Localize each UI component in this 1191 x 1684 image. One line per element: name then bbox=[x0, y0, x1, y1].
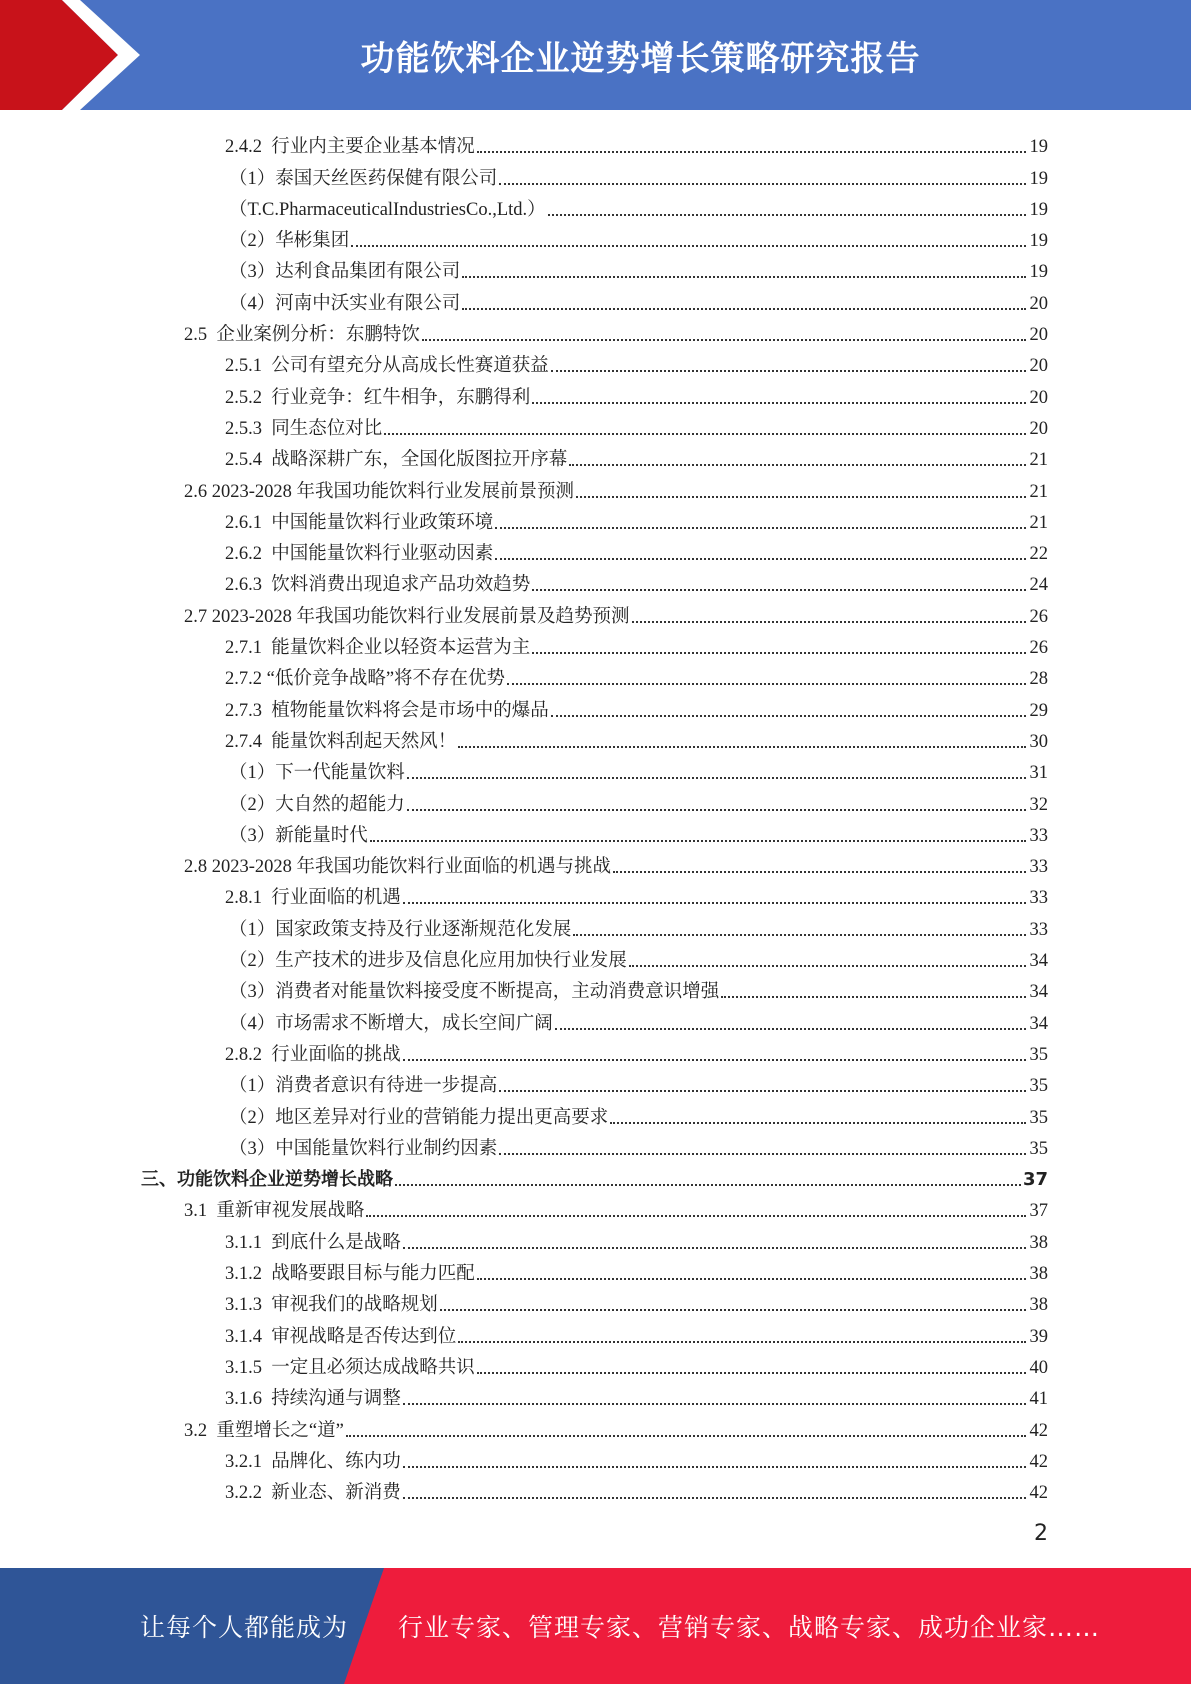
toc-dot-leader bbox=[495, 558, 1026, 560]
footer-slogan-left: 让每个人都能成为 bbox=[140, 1613, 349, 1642]
toc-entry-page: 30 bbox=[1029, 731, 1048, 752]
toc-entry[interactable] bbox=[225, 1316, 1048, 1347]
toc-entry-page: 32 bbox=[1029, 794, 1048, 815]
toc-entry[interactable] bbox=[225, 1223, 1048, 1254]
toc-dot-leader bbox=[458, 746, 1026, 748]
toc-entry-label: （3）新能量时代 bbox=[229, 825, 368, 846]
toc-entry-label: （1）下一代能量饮料 bbox=[229, 763, 405, 784]
toc-entry-label: 2.5.2 行业竞争：红牛相争，东鹏得利 bbox=[225, 387, 531, 408]
toc-entry[interactable] bbox=[225, 1348, 1048, 1379]
toc-entry-label: 3.1.3 审视我们的战略规划 bbox=[225, 1295, 438, 1316]
toc-entry-page: 20 bbox=[1029, 325, 1048, 346]
header-chevron-decoration bbox=[0, 0, 160, 110]
toc-entry-page: 20 bbox=[1029, 418, 1048, 439]
toc-dot-leader bbox=[458, 1341, 1026, 1343]
toc-entry[interactable] bbox=[225, 878, 1048, 909]
toc-entry-label: 2.5.1 公司有望充分从高成长性赛道获益 bbox=[225, 356, 549, 377]
toc-entry-label: 3.1.2 战略要跟目标与能力匹配 bbox=[225, 1264, 475, 1285]
toc-dot-leader bbox=[422, 339, 1026, 341]
toc-entry-page: 26 bbox=[1029, 606, 1048, 627]
toc-entry-label: 2.7.4 能量饮料刮起天然风！ bbox=[225, 731, 457, 752]
toc-entry-label: 2.6.3 饮料消费出现追求产品功效趋势 bbox=[225, 575, 531, 596]
toc-dot-leader bbox=[555, 1028, 1026, 1030]
toc-entry-label: （2）华彬集团 bbox=[229, 231, 350, 252]
toc-entry-label: 3.2 重塑增长之“道” bbox=[184, 1420, 344, 1441]
toc-entry[interactable] bbox=[229, 816, 1048, 847]
toc-entry[interactable] bbox=[184, 1410, 1048, 1441]
toc-entry[interactable] bbox=[225, 1254, 1048, 1285]
toc-entry-page: 26 bbox=[1029, 638, 1048, 659]
toc-entry-page: 42 bbox=[1029, 1451, 1048, 1472]
toc-entry-page: 42 bbox=[1029, 1483, 1048, 1504]
toc-entry-page: 40 bbox=[1029, 1357, 1048, 1378]
toc-entry-page: 33 bbox=[1029, 919, 1048, 940]
toc-entry-label: 2.7.2 “低价竞争战略”将不存在优势 bbox=[225, 669, 506, 690]
toc-entry-label: 2.8.1 行业面临的机遇 bbox=[225, 888, 401, 909]
toc-entry-page: 38 bbox=[1029, 1295, 1048, 1316]
toc-entry-page: 20 bbox=[1029, 387, 1048, 408]
toc-entry-label: 3.1.6 持续沟通与调整 bbox=[225, 1389, 401, 1410]
toc-dot-leader bbox=[403, 1497, 1026, 1499]
toc-entry[interactable] bbox=[225, 1035, 1048, 1066]
toc-entry-label: （1）泰国天丝医药保健有限公司 bbox=[229, 168, 498, 189]
toc-entry-label: 3.1.5 一定且必须达成战略共识 bbox=[225, 1357, 475, 1378]
toc-entry-label: （3）消费者对能量饮料接受度不断提高，主动消费意识增强 bbox=[229, 982, 720, 1003]
toc-entry-page: 39 bbox=[1029, 1326, 1048, 1347]
toc-dot-leader bbox=[403, 902, 1026, 904]
toc-entry[interactable] bbox=[229, 1129, 1048, 1160]
toc-entry-page: 19 bbox=[1029, 231, 1048, 252]
toc-dot-leader bbox=[499, 1153, 1026, 1155]
toc-entry-label: （2）生产技术的进步及信息化应用加快行业发展 bbox=[229, 951, 627, 972]
toc-entry[interactable] bbox=[225, 1473, 1048, 1504]
toc-entry-page: 28 bbox=[1029, 669, 1048, 690]
toc-dot-leader bbox=[395, 1184, 1021, 1186]
page-footer bbox=[0, 1568, 1191, 1684]
toc-entry[interactable] bbox=[184, 597, 1048, 628]
toc-dot-leader bbox=[407, 777, 1026, 779]
footer-slogan-right: 行业专家、管理专家、营销专家、战略专家、成功企业家…… bbox=[398, 1613, 1101, 1642]
toc-entry-page: 21 bbox=[1029, 481, 1048, 502]
toc-dot-leader bbox=[610, 1122, 1026, 1124]
toc-dot-leader bbox=[403, 1466, 1026, 1468]
toc-entry-page: 33 bbox=[1029, 857, 1048, 878]
toc-dot-leader bbox=[370, 840, 1026, 842]
toc-entry-label: （4）河南中沃实业有限公司 bbox=[229, 293, 461, 314]
toc-entry[interactable] bbox=[225, 1379, 1048, 1410]
toc-entry[interactable] bbox=[184, 1191, 1048, 1222]
toc-dot-leader bbox=[629, 965, 1026, 967]
toc-entry-label: 2.4.2 行业内主要企业基本情况 bbox=[225, 137, 475, 158]
toc-entry[interactable] bbox=[229, 941, 1048, 972]
toc-entry[interactable] bbox=[229, 784, 1048, 815]
toc-dot-leader bbox=[532, 652, 1026, 654]
toc-entry-page: 42 bbox=[1029, 1420, 1048, 1441]
toc-entry-page: 21 bbox=[1029, 512, 1048, 533]
toc-entry-page: 41 bbox=[1029, 1389, 1048, 1410]
toc-entry-page: 38 bbox=[1029, 1232, 1048, 1253]
toc-entry-label: （T.C.PharmaceuticalIndustriesCo.,Ltd.） bbox=[229, 199, 546, 220]
toc-entry[interactable] bbox=[225, 346, 1048, 377]
toc-dot-leader bbox=[507, 683, 1026, 685]
toc-dot-leader bbox=[548, 214, 1026, 216]
toc-dot-leader bbox=[462, 308, 1026, 310]
toc-entry[interactable] bbox=[225, 565, 1048, 596]
toc-entry-page: 33 bbox=[1029, 888, 1048, 909]
toc-entry-page: 34 bbox=[1029, 982, 1048, 1003]
toc-dot-leader bbox=[403, 1059, 1026, 1061]
toc-entry-page: 19 bbox=[1029, 199, 1048, 220]
toc-entry[interactable] bbox=[225, 440, 1048, 471]
toc-entry[interactable] bbox=[229, 284, 1048, 315]
toc-dot-leader bbox=[721, 996, 1026, 998]
toc-entry-label: 2.6.1 中国能量饮料行业政策环境 bbox=[225, 512, 494, 533]
toc-entry-page: 35 bbox=[1029, 1044, 1048, 1065]
toc-entry-page: 37 bbox=[1029, 1201, 1048, 1222]
toc-entry-page: 37 bbox=[1022, 1169, 1048, 1191]
toc-entry[interactable] bbox=[184, 847, 1048, 878]
toc-entry[interactable] bbox=[225, 628, 1048, 659]
toc-entry[interactable] bbox=[229, 1097, 1048, 1128]
toc-entry-label: 2.6.2 中国能量饮料行业驱动因素 bbox=[225, 544, 494, 565]
toc-dot-leader bbox=[384, 433, 1026, 435]
toc-entry-label: （3）中国能量饮料行业制约因素 bbox=[229, 1138, 498, 1159]
toc-dot-leader bbox=[632, 621, 1026, 623]
toc-entry[interactable] bbox=[225, 659, 1048, 690]
toc-dot-leader bbox=[351, 245, 1026, 247]
toc-entry-page: 38 bbox=[1029, 1264, 1048, 1285]
toc-entry-page: 34 bbox=[1029, 951, 1048, 972]
toc-entry-label: 3.1.1 到底什么是战略 bbox=[225, 1232, 401, 1253]
toc-entry-label: （2）地区差异对行业的营销能力提出更高要求 bbox=[229, 1107, 609, 1128]
toc-entry-label: 2.7.1 能量饮料企业以轻资本运营为主 bbox=[225, 638, 531, 659]
toc-entry-page: 29 bbox=[1029, 700, 1048, 721]
toc-entry[interactable] bbox=[225, 1285, 1048, 1316]
toc-dot-leader bbox=[499, 1090, 1026, 1092]
page-number: 2 bbox=[1034, 1521, 1048, 1546]
toc-entry-page: 19 bbox=[1029, 168, 1048, 189]
toc-entry-page: 20 bbox=[1029, 293, 1048, 314]
toc-entry[interactable] bbox=[229, 190, 1048, 221]
toc-entry-label: （2）大自然的超能力 bbox=[229, 794, 405, 815]
toc-entry[interactable] bbox=[184, 315, 1048, 346]
toc-entry[interactable] bbox=[184, 471, 1048, 502]
toc-dot-leader bbox=[499, 183, 1026, 185]
toc-dot-leader bbox=[477, 1278, 1026, 1280]
toc-entry-label: 2.7.3 植物能量饮料将会是市场中的爆品 bbox=[225, 700, 549, 721]
toc-entry[interactable] bbox=[229, 252, 1048, 283]
toc-entry-page: 21 bbox=[1029, 450, 1048, 471]
toc-dot-leader bbox=[576, 496, 1026, 498]
toc-dot-leader bbox=[462, 276, 1026, 278]
toc-entry-label: 2.8.2 行业面临的挑战 bbox=[225, 1044, 401, 1065]
toc-entry-page: 31 bbox=[1029, 763, 1048, 784]
toc-entry-label: （1）国家政策支持及行业逐渐规范化发展 bbox=[229, 919, 572, 940]
toc-entry[interactable] bbox=[225, 409, 1048, 440]
toc-entry-page: 24 bbox=[1029, 575, 1048, 596]
toc-dot-leader bbox=[440, 1309, 1026, 1311]
toc-dot-leader bbox=[346, 1435, 1026, 1437]
toc-entry[interactable] bbox=[225, 1442, 1048, 1473]
toc-entry-page: 35 bbox=[1029, 1138, 1048, 1159]
toc-dot-leader bbox=[551, 370, 1026, 372]
toc-dot-leader bbox=[477, 151, 1026, 153]
toc-dot-leader bbox=[407, 809, 1026, 811]
toc-entry-label: （1）消费者意识有待进一步提高 bbox=[229, 1076, 498, 1097]
toc-dot-leader bbox=[366, 1215, 1026, 1217]
toc-dot-leader bbox=[403, 1403, 1026, 1405]
toc-entry-label: （3）达利食品集团有限公司 bbox=[229, 262, 461, 283]
toc-entry[interactable] bbox=[229, 158, 1048, 189]
page-header bbox=[0, 0, 1191, 110]
toc-entry[interactable] bbox=[141, 1160, 1048, 1191]
toc-entry-page: 33 bbox=[1029, 825, 1048, 846]
toc-entry-label: 2.5.3 同生态位对比 bbox=[225, 418, 383, 439]
toc-entry-page: 20 bbox=[1029, 356, 1048, 377]
toc-dot-leader bbox=[477, 1372, 1026, 1374]
toc-entry[interactable] bbox=[229, 221, 1048, 252]
toc-entry[interactable] bbox=[229, 972, 1048, 1003]
toc-entry-label: 2.5.4 战略深耕广东，全国化版图拉开序幕 bbox=[225, 450, 568, 471]
toc-entry-page: 22 bbox=[1029, 544, 1048, 565]
toc-entry[interactable] bbox=[229, 1003, 1048, 1034]
toc-entry[interactable] bbox=[225, 503, 1048, 534]
toc-entry-label: 3.2.2 新业态、新消费 bbox=[225, 1483, 401, 1504]
toc-entry-page: 19 bbox=[1029, 262, 1048, 283]
toc-entry-label: 2.6 2023-2028 年我国功能饮料行业发展前景预测 bbox=[184, 481, 575, 502]
toc-entry[interactable] bbox=[225, 690, 1048, 721]
toc-dot-leader bbox=[532, 402, 1026, 404]
toc-dot-leader bbox=[613, 871, 1026, 873]
toc-dot-leader bbox=[551, 715, 1026, 717]
toc-entry-page: 19 bbox=[1029, 137, 1048, 158]
toc-entry[interactable] bbox=[225, 722, 1048, 753]
toc-entry-label: 3.1.4 审视战略是否传达到位 bbox=[225, 1326, 457, 1347]
toc-entry[interactable] bbox=[225, 127, 1048, 158]
toc-entry-page: 35 bbox=[1029, 1076, 1048, 1097]
toc-entry-label: 3.2.1 品牌化、练内功 bbox=[225, 1451, 401, 1472]
toc-entry-label: （4）市场需求不断增大，成长空间广阔 bbox=[229, 1013, 553, 1034]
toc-entry-label: 3.1 重新审视发展战略 bbox=[184, 1201, 365, 1222]
toc-dot-leader bbox=[573, 934, 1026, 936]
toc-entry[interactable] bbox=[225, 377, 1048, 408]
toc-dot-leader bbox=[569, 464, 1026, 466]
toc-dot-leader bbox=[495, 527, 1026, 529]
toc-entry[interactable] bbox=[229, 1066, 1048, 1097]
toc-entry-label: 2.8 2023-2028 年我国功能饮料行业面临的机遇与挑战 bbox=[184, 857, 612, 878]
toc-entry[interactable] bbox=[229, 753, 1048, 784]
toc-entry-label: 三、功能饮料企业逆势增长战略 bbox=[141, 1169, 393, 1191]
toc-entry-page: 35 bbox=[1029, 1107, 1048, 1128]
toc-entry-label: 2.5 企业案例分析：东鹏特饮 bbox=[184, 325, 420, 346]
toc-dot-leader bbox=[403, 1247, 1026, 1249]
toc-dot-leader bbox=[532, 589, 1026, 591]
toc-entry[interactable] bbox=[229, 910, 1048, 941]
toc-entry[interactable] bbox=[225, 534, 1048, 565]
report-title: 功能饮料企业逆势增长策略研究报告 bbox=[360, 38, 921, 79]
toc-entry-page: 34 bbox=[1029, 1013, 1048, 1034]
toc-entry-label: 2.7 2023-2028 年我国功能饮料行业发展前景及趋势预测 bbox=[184, 606, 630, 627]
